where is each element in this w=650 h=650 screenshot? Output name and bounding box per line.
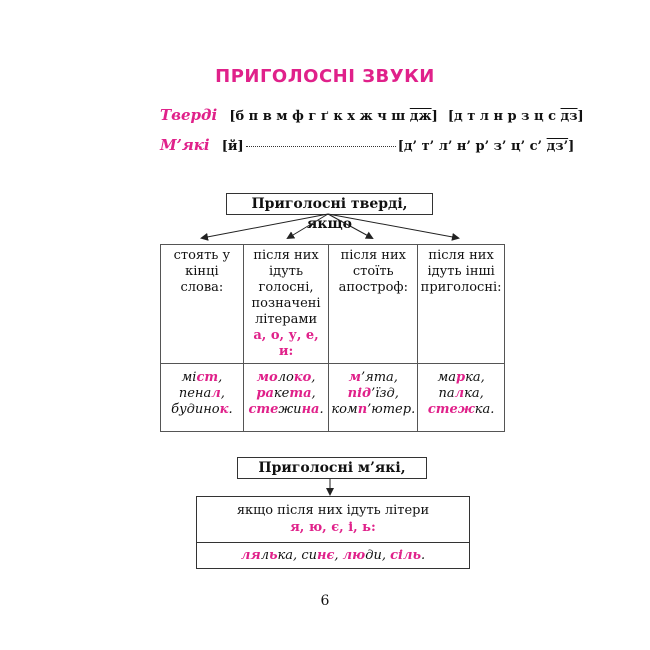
hard-rule-table — [160, 244, 505, 432]
hard-sounds-2: [д т л н р з ц с дз] — [447, 109, 584, 124]
examples-cell-4: марка, палка, стежка. — [418, 364, 505, 432]
arrow-4 — [328, 214, 458, 238]
soft-rule-examples: лялька, синє, люди, сіль. — [197, 542, 469, 568]
vowel-letters: а, о, у, е, и: — [253, 328, 319, 359]
soft-rule-box: Приголосні м’які, — [237, 457, 427, 479]
examples-cell-1: міст, пенал, будинок. — [161, 364, 244, 432]
examples-cell-2: молоко, ракета, стежина. — [243, 364, 329, 432]
soft-sound-y: [й] — [221, 139, 244, 154]
examples-row — [161, 364, 505, 432]
condition-cell-2: після них ідуть голосні, позначені літерами а, о, у, е, и: — [243, 245, 329, 364]
condition-cell-1: стоять у кінці слова: — [161, 245, 244, 364]
soft-label: М’які — [160, 136, 210, 154]
page-title: ПРИГОЛОСНІ ЗВУКИ — [215, 66, 435, 87]
hard-sounds: [б п в м ф г ґ к х ж ч ш дж] — [229, 109, 438, 124]
condition-cell-4: після них ідуть інші приголосні: — [418, 245, 505, 364]
soft-rule-condition: якщо після них ідуть літери я, ю, є, і, ь: — [236, 503, 430, 535]
conditions-row — [161, 245, 505, 364]
page-number: 6 — [320, 593, 330, 609]
soft-rule-content — [196, 496, 470, 569]
soft-sounds: [д’ т’ л’ н’ р’ з’ ц’ с’ дз’] — [397, 139, 575, 154]
hard-rule-box: Приголосні тверді, якщо — [226, 193, 433, 215]
examples-cell-3: м’ята, під’їзд, комп’ютер. — [329, 364, 418, 432]
soft-letters: я, ю, є, і, ь: — [290, 520, 376, 535]
arrow-1 — [202, 214, 328, 238]
hard-label: Тверді — [160, 106, 218, 124]
condition-cell-3: після них стоїть апостроф: — [329, 245, 418, 364]
